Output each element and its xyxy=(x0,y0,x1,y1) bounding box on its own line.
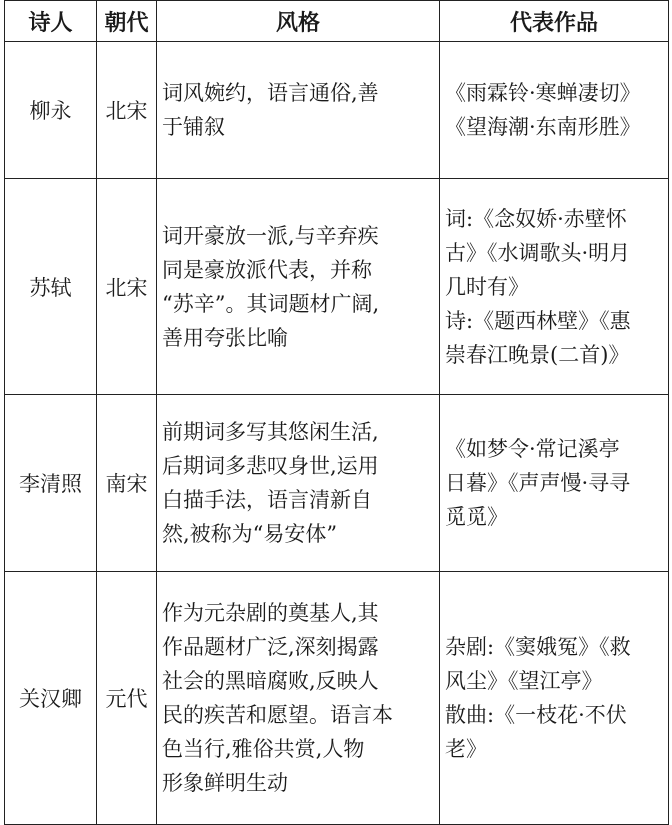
works-line: 《如梦令·常记溪亭 xyxy=(445,437,620,461)
style-cell xyxy=(157,572,440,825)
style-cell xyxy=(157,42,440,179)
works-cell xyxy=(440,395,669,572)
style-line: 形象鲜明生动 xyxy=(162,771,288,795)
style-line: 同是豪放派代表，并称 xyxy=(162,257,372,282)
style-line: 作品题材广泛,深刻揭露 xyxy=(162,635,379,659)
works-cell xyxy=(440,572,669,825)
works-cell xyxy=(440,179,669,395)
style-line: 前期词多写其悠闲生活, xyxy=(162,420,379,444)
header-dynasty: 朝代 xyxy=(97,1,157,42)
works-line: 风尘》《望江亭》 xyxy=(445,669,603,693)
works-line: 几时有》 xyxy=(445,274,529,299)
dynasty-cell: 北宋 xyxy=(97,179,157,395)
style-line: 然,被称为“易安体” xyxy=(162,522,338,546)
dynasty-cell: 元代 xyxy=(97,572,157,825)
style-line: 白描手法，语言清新自 xyxy=(162,488,372,512)
poet-cell: 关汉卿 xyxy=(5,572,97,825)
header-row xyxy=(5,1,669,42)
works-line: 古》《水调歌头·明月 xyxy=(445,240,631,265)
works-line: 散曲:《一枝花·不伏 xyxy=(445,703,627,727)
style-line: 词开豪放一派,与辛弃疾 xyxy=(162,223,379,248)
header-poet: 诗人 xyxy=(5,1,97,42)
works-line: 诗:《题西林壁》《惠 xyxy=(445,308,631,333)
works-line: 《雨霖铃·寒蝉凄切》 xyxy=(445,81,641,105)
table-row xyxy=(5,42,669,179)
header-style: 风格 xyxy=(157,1,440,42)
table-row xyxy=(5,572,669,825)
works-line: 《望海潮·东南形胜》 xyxy=(445,115,641,139)
dynasty-cell: 南宋 xyxy=(97,395,157,572)
style-cell xyxy=(157,179,440,395)
works-cell xyxy=(440,42,669,179)
table-row xyxy=(5,179,669,395)
poet-cell: 李清照 xyxy=(5,395,97,572)
poet-cell: 苏轼 xyxy=(5,179,97,395)
style-line: 社会的黑暗腐败,反映人 xyxy=(162,669,379,693)
works-line: 崇春江晚景(二首)》 xyxy=(445,342,630,367)
style-line: “苏辛”。其词题材广阔, xyxy=(162,291,380,316)
style-line: 作为元杂剧的奠基人,其 xyxy=(162,601,379,625)
style-line: 善用夸张比喻 xyxy=(162,325,288,350)
poets-table xyxy=(4,0,669,825)
works-line: 老》 xyxy=(445,737,487,761)
table-row xyxy=(5,395,669,572)
works-line: 觅觅》 xyxy=(445,505,508,529)
header-works: 代表作品 xyxy=(440,1,669,42)
style-line: 词风婉约，语言通俗,善 xyxy=(162,81,379,105)
dynasty-cell: 北宋 xyxy=(97,42,157,179)
style-line: 色当行,雅俗共赏,人物 xyxy=(162,737,365,761)
works-line: 杂剧:《窦娥冤》《救 xyxy=(445,635,631,659)
works-line: 词:《念奴娇·赤壁怀 xyxy=(445,206,627,231)
style-line: 民的疾苦和愿望。语言本 xyxy=(162,703,393,727)
style-line: 于铺叙 xyxy=(162,115,225,139)
style-cell xyxy=(157,395,440,572)
style-line: 后期词多悲叹身世,运用 xyxy=(162,454,379,478)
poet-cell: 柳永 xyxy=(5,42,97,179)
works-line: 日暮》《声声慢·寻寻 xyxy=(445,471,631,495)
